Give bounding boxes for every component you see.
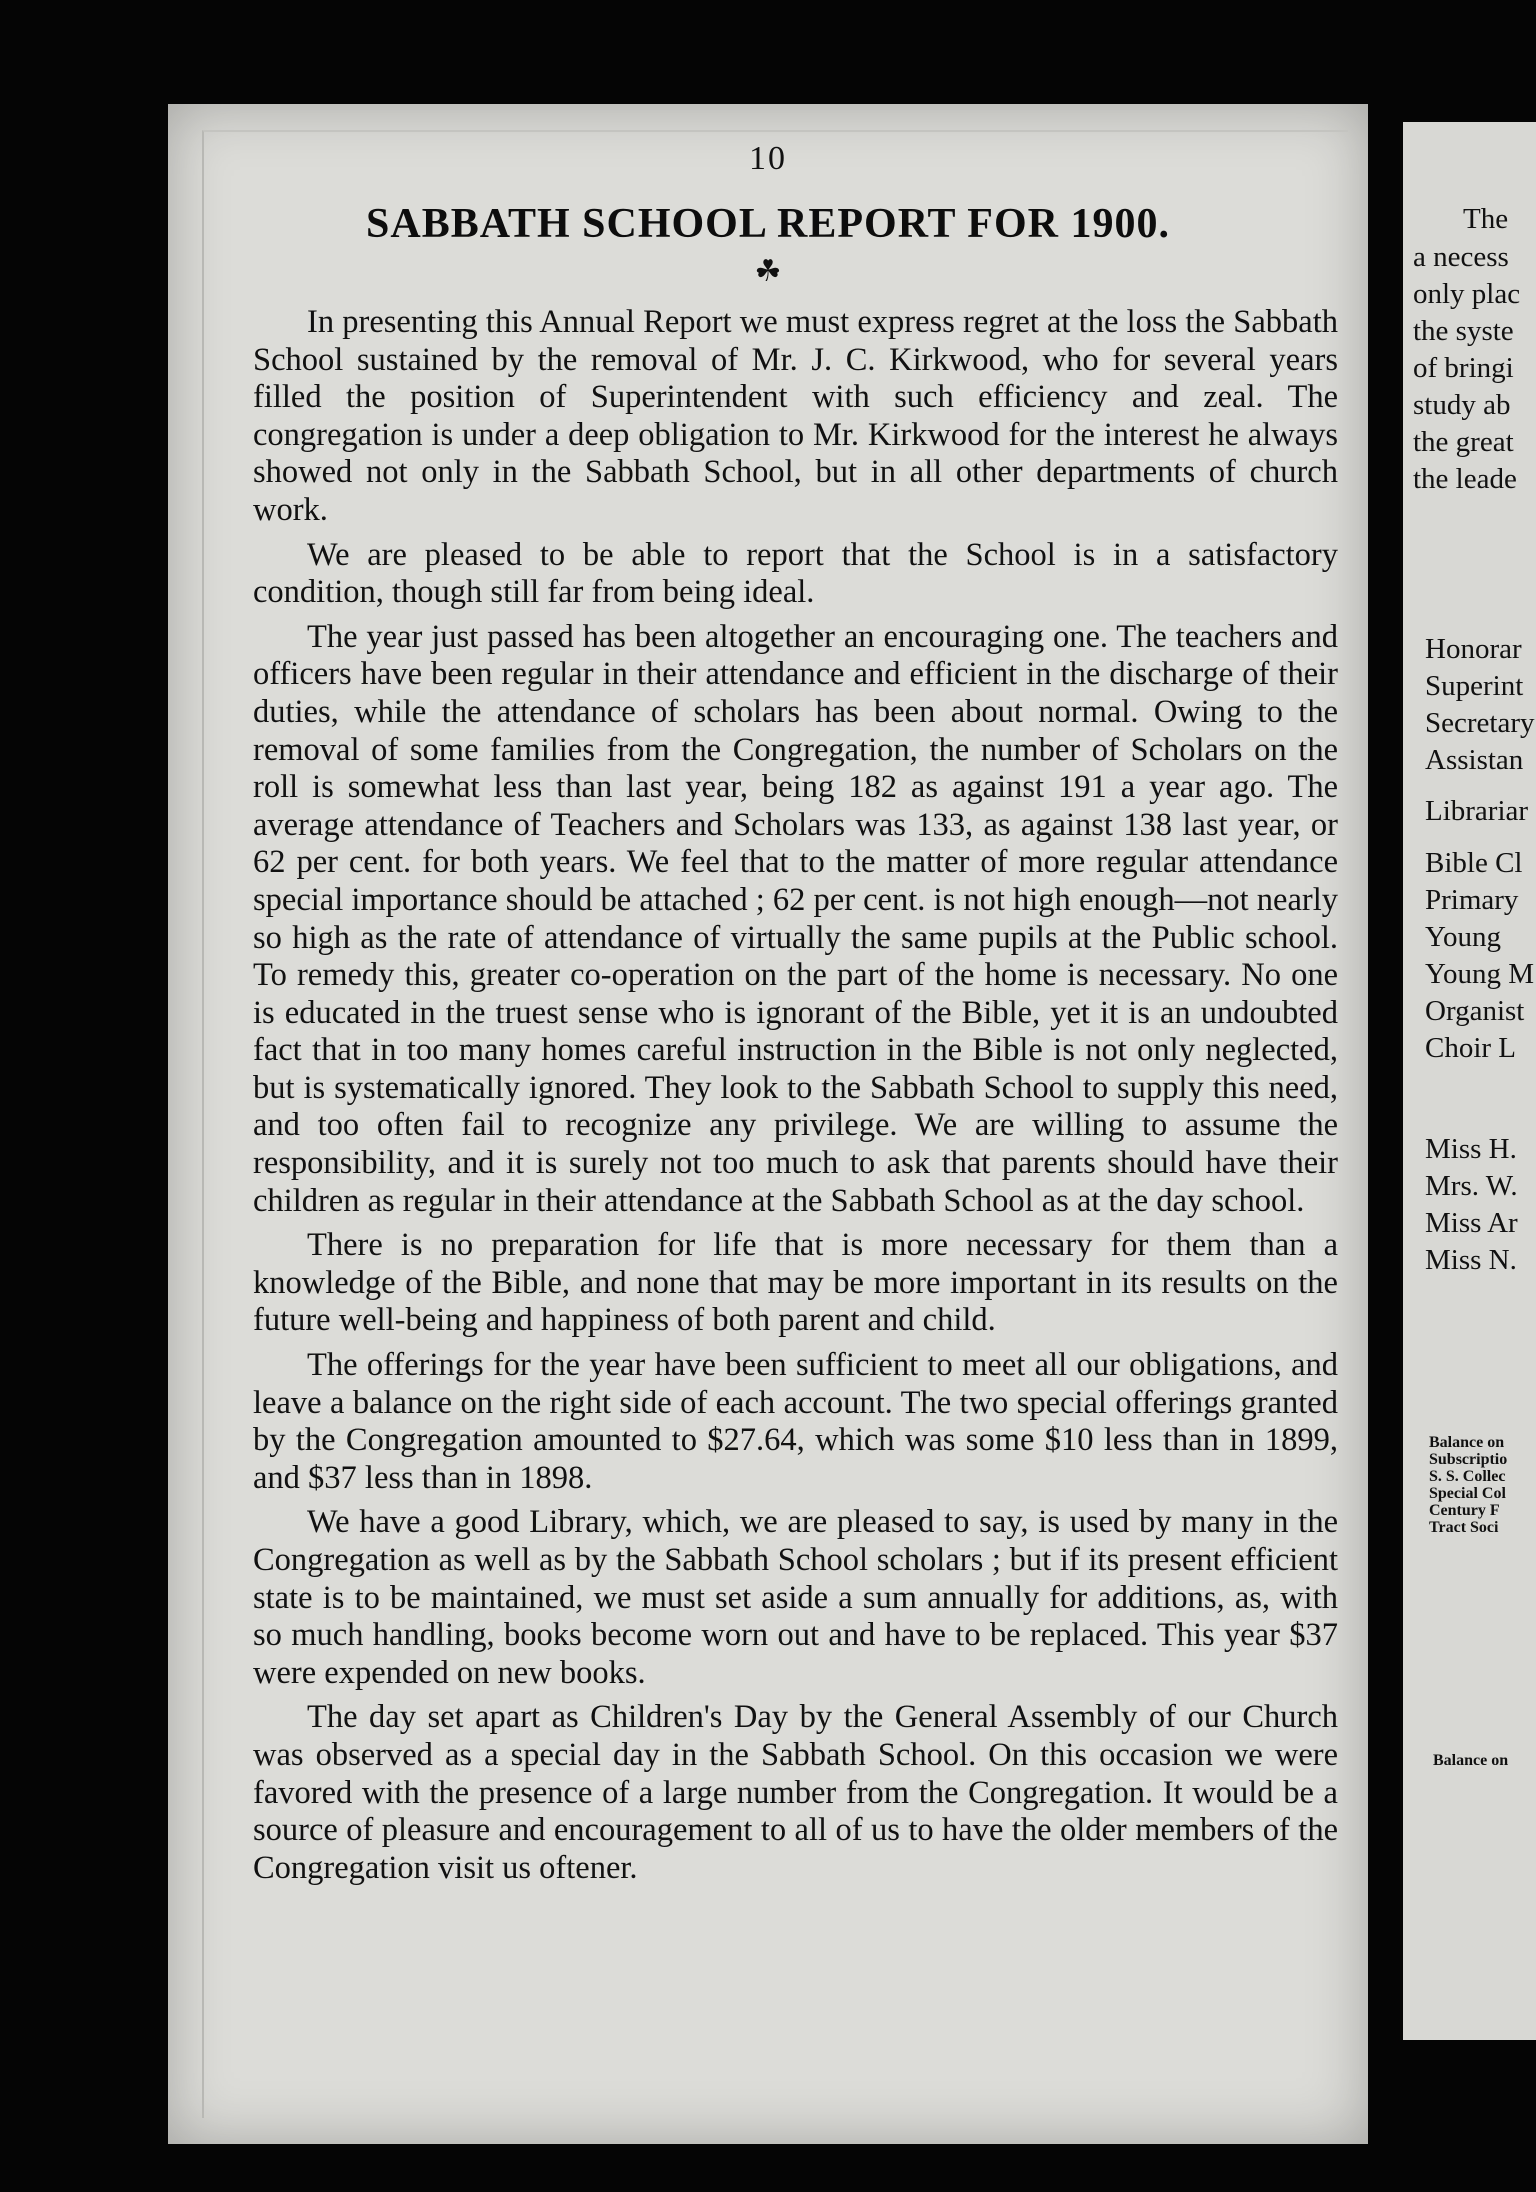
intro-line: only plac [1413,278,1521,310]
intro-line: a necess [1413,241,1509,273]
intro-line: the great [1413,426,1514,458]
report-body [253,304,1338,1894]
account-item: Balance on [1429,1434,1505,1451]
account-item: Tract Soci [1429,1519,1499,1536]
account-item: Century F [1429,1502,1500,1519]
officer-label: Organist [1425,995,1525,1027]
paragraph-5: The offerings for the year have been sufficient to meet all our obligations, and leave a balance on the right side of each account. The two special offerings granted by the Congregation amounted to $27.64, which was some $10 less than in 1899, and $37 less than in 1898. [253,1347,1338,1496]
paragraph-1: In presenting this Annual Report we must express regret at the loss the Sabbath School sustained by the removal of Mr. J. C. Kirkwood, who for several years filled the position of Superintendent with such efficiency and zeal. The congregation is under a deep obligation to Mr. Kirkwood for the interest he always showed not only in the Sabbath School, but in all other departments of church work. [253,304,1338,528]
page-number: 10 [749,140,787,177]
intro-line: the leade [1413,463,1517,495]
teacher-name: Miss N. [1425,1244,1517,1276]
officer-label: Assistan [1425,744,1524,776]
teacher-name: Miss H. [1425,1133,1517,1165]
account-item: Subscriptio [1429,1451,1508,1468]
paragraph-6: We have a good Library, which, we are pleased to say, is used by many in the Congregation as well as by the Sabbath School scholars ; but if its present efficient state is to be maintained, we must set aside a sum annually for additions, as, with so much handling, books become worn out and have to be replaced. This year $37 were expended on new books. [253,1504,1338,1691]
officer-label: Choir L [1425,1032,1517,1064]
officer-label: Honorar [1425,633,1522,665]
officer-label: Secretary [1425,707,1535,739]
paragraph-2: We are pleased to be able to report that the School is in a satisfactory condition, though still far from being ideal. [253,536,1338,611]
ornament-icon: ☘ [754,255,782,288]
intro-line: of bringi [1413,352,1514,384]
officer-label: Superint [1425,670,1524,702]
officer-label: Young M [1425,958,1535,990]
officer-label: Young [1425,921,1502,953]
left-page [168,104,1368,2144]
closing-balance: Balance on [1433,1752,1509,1769]
intro-line: The [1463,203,1509,235]
right-page-fragment [1403,122,1536,2040]
officer-label: Librariar [1425,795,1529,827]
account-item: Special Col [1429,1485,1506,1502]
officer-label: Bible Cl [1425,847,1523,879]
teacher-name: Miss Ar [1425,1207,1518,1239]
paragraph-4: There is no preparation for life that is more necessary for them than a knowledge of the Bible, and none that may be more important in its results on the future well-being and happiness of both parent and child. [253,1227,1338,1339]
intro-line: study ab [1413,389,1511,421]
paragraph-3: The year just passed has been altogether an encouraging one. The teachers and officers have been regular in their attendance and efficient in the discharge of their duties, while the attendance of scholars has been about normal. Owing to the removal of some families from the Congregation, the number of Scholars on the roll is somewhat less than last year, being 182 as against 191 a year ago. The average attendance of Teachers and Scholars was 133, as against 138 last year, or 62 per cent. for both years. We feel that to the matter of more regular attendance special importance should be attached ; 62 per cent. is not high enough—not nearly so high as the rate of attendance of virtually the same pupils at the Public school. To remedy this, greater co-operation on the part of the home is necessary. No one is educated in the truest sense who is ignorant of the Bible, yet it is an undoubted fact that in too many homes careful instruction in the Bible is not only neglected, but is systematically ignored. They look to the Sabbath School to supply this need, and too often fail to recognize any privilege. We are willing to assume the responsibility, and it is surely not too much to ask that parents should have their children as regular in their attendance at the Sabbath School as at the day school. [253,618,1338,1219]
intro-line: the syste [1413,315,1514,347]
teacher-name: Mrs. W. [1425,1170,1518,1202]
officer-label: Primary [1425,884,1519,916]
account-item: S. S. Collec [1429,1468,1506,1485]
page-title: SABBATH SCHOOL REPORT FOR 1900. [366,201,1170,247]
paragraph-7: The day set apart as Children's Day by the General Assembly of our Church was observed as a special day in the Sabbath School. On this occasion we were favored with the presence of a large number from the Congregation. It would be a source of pleasure and encouragement to all of us to have the older members of the Congregation visit us oftener. [253,1699,1338,1886]
